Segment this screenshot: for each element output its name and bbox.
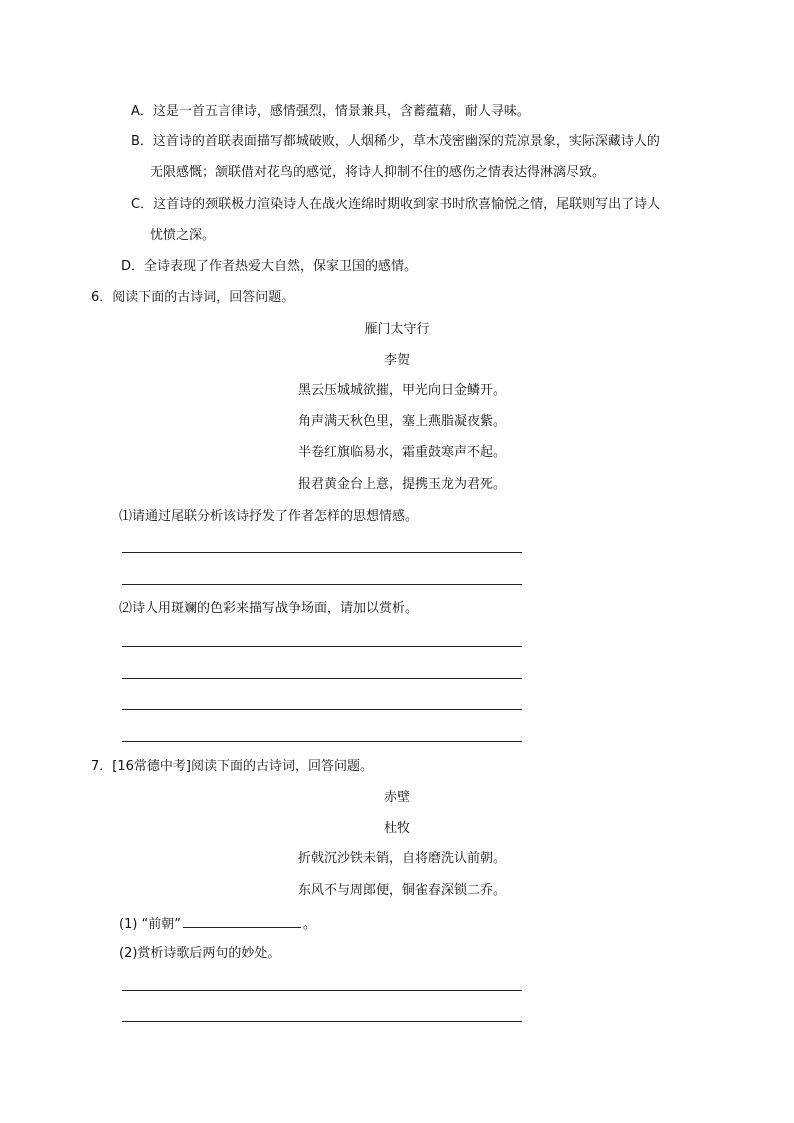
poem-line-4: 报君黄金台上意，提携玉龙为君死。 bbox=[298, 477, 507, 492]
sub-question-1-prefix: (1) “前朝” bbox=[119, 917, 182, 932]
option-b-line-2: 无限感慨；颔联借对花鸟的感觉，将诗人抑制不住的感伤之情表达得淋漓尽致。 bbox=[150, 165, 606, 180]
answer-line[interactable] bbox=[122, 990, 522, 991]
answer-line[interactable] bbox=[122, 584, 522, 585]
poem-title: 赤壁 bbox=[383, 790, 410, 805]
sub-question-1: ⑴请通过尾联分析该诗抒发了作者怎样的思想情感。 bbox=[119, 509, 419, 524]
answer-line[interactable] bbox=[122, 709, 522, 710]
option-d: D．全诗表现了作者热爱大自然，保家卫国的感情。 bbox=[121, 259, 418, 274]
option-c-line-2: 忧愤之深。 bbox=[150, 228, 216, 243]
poem-line-2: 角声满天秋色里，塞上燕脂凝夜紫。 bbox=[298, 414, 507, 429]
poem-author: 李贺 bbox=[383, 353, 410, 368]
poem-line-1: 黑云压城城欲摧，甲光向日金鳞开。 bbox=[298, 383, 507, 398]
question-6-stem: 6．阅读下面的古诗词，回答问题。 bbox=[91, 290, 295, 305]
answer-line[interactable] bbox=[122, 1021, 522, 1022]
answer-line[interactable] bbox=[122, 646, 522, 647]
question-7-stem: 7．[16常德中考]阅读下面的古诗词，回答问题。 bbox=[91, 759, 373, 774]
sub-question-1-suffix: 。 bbox=[303, 917, 317, 932]
sub-question-1 bbox=[119, 914, 316, 934]
fill-in-blank[interactable] bbox=[183, 914, 301, 928]
answer-line[interactable] bbox=[122, 552, 522, 553]
option-b-line-1: B．这首诗的首联表面描写都城破败，人烟稀少，草木茂密幽深的荒凉景象，实际深藏诗人的 bbox=[131, 134, 660, 149]
option-a: A．这是一首五言律诗，感情强烈，情景兼具，含蓄蕴藉，耐人寻味。 bbox=[131, 104, 530, 119]
sub-question-2: ⑵诗人用斑斓的色彩来描写战争场面，请加以赏析。 bbox=[119, 601, 419, 616]
sub-question-2: (2)赏析诗歌后两句的妙处。 bbox=[119, 946, 281, 961]
poem-title: 雁门太守行 bbox=[364, 322, 430, 337]
answer-line[interactable] bbox=[122, 678, 522, 679]
poem-author: 杜牧 bbox=[383, 821, 410, 836]
poem-line-3: 半卷红旗临易水，霜重鼓寒声不起。 bbox=[298, 445, 507, 460]
poem-line-2: 东风不与周郎便，铜雀春深锁二乔。 bbox=[298, 883, 507, 898]
option-c-line-1: C．这首诗的颈联极力渲染诗人在战火连绵时期收到家书时欣喜愉悦之情，尾联则写出了诗人 bbox=[131, 197, 661, 212]
poem-line-1: 折戟沉沙铁未销，自将磨洗认前朝。 bbox=[298, 851, 507, 866]
answer-line[interactable] bbox=[122, 741, 522, 742]
